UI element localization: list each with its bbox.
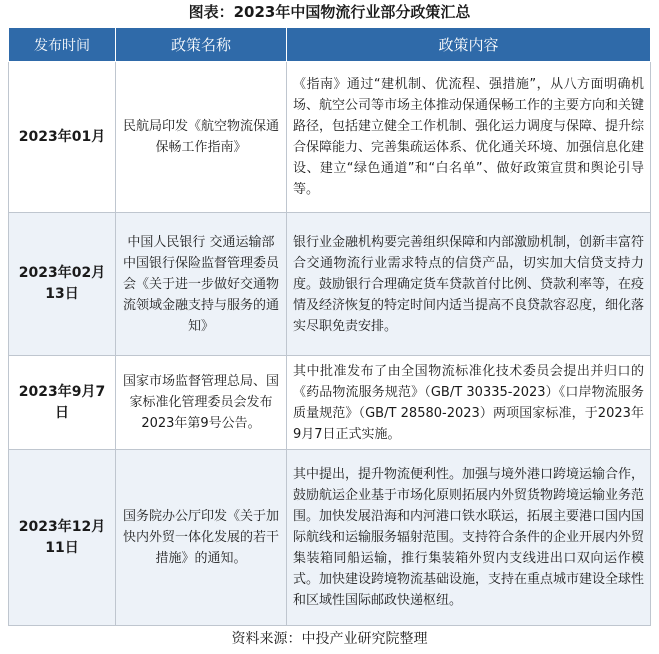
row-policy-name: 民航局印发《航空物流保通保畅工作指南》 — [116, 62, 287, 213]
header-date: 发布时间 — [9, 28, 116, 62]
row-date: 2023年9月7日 — [9, 356, 116, 450]
table-header-row — [9, 28, 651, 62]
row-policy-name: 国家市场监督管理总局、国家标准化管理委员会发布2023年第9号公告。 — [116, 356, 287, 450]
chart-title: 图表：2023年中国物流行业部分政策汇总 — [188, 3, 471, 21]
table-row — [9, 356, 651, 450]
row-policy-name: 中国人民银行 交通运输部 中国银行保险监督管理委员会《关于进一步做好交通物流领域金融支持与服务的通知》 — [116, 213, 287, 356]
table-row — [9, 213, 651, 356]
table-row — [9, 62, 651, 213]
row-policy-content: 其中批准发布了由全国物流标准化技术委员会提出并归口的《药品物流服务规范》（GB/T 30335-2023）《口岸物流服务质量规范》（GB/T 28580-2023）两项国家标准，于2023年9月7日正式实施。 — [287, 356, 651, 450]
table-row — [9, 450, 651, 626]
row-policy-content: 《指南》通过“建机制、优流程、强措施”，从八方面明确机场、航空公司等市场主体推动保通保畅工作的主要方向和关键路径，包括建立健全工作机制、强化运力调度与保障、提升综合保障能力、完善集疏运体系、优化通关环境、加强信息化建设、建立“绿色通道”和“白名单”、做好政策宣贯和舆论引导等。 — [287, 62, 651, 213]
row-date: 2023年02月13日 — [9, 213, 116, 356]
row-date: 2023年12月11日 — [9, 450, 116, 626]
row-date: 2023年01月 — [9, 62, 116, 213]
row-policy-name: 国务院办公厅印发《关于加快内外贸一体化发展的若干措施》的通知。 — [116, 450, 287, 626]
row-policy-content: 其中提出，提升物流便利性。加强与境外港口跨境运输合作，鼓励航运企业基于市场化原则拓展内外贸货物跨境运输业务范围。加快发展沿海和内河港口铁水联运，拓展主要港口国内国际航线和运输服务辐射范围。支持符合条件的企业开展内外贸集装箱同船运输，推行集装箱外贸内支线进出口双向运作模式。加快建设跨境物流基础设施，支持在重点城市建设全球性和区域性国际邮政快递枢纽。 — [287, 450, 651, 626]
source-note: 资料来源：中投产业研究院整理 — [231, 631, 428, 647]
policy-table — [8, 27, 651, 626]
header-policy-name: 政策名称 — [116, 28, 287, 62]
row-policy-content: 银行业金融机构要完善组织保障和内部激励机制，创新丰富符合交通物流行业需求特点的信贷产品，切实加大信贷支持力度。鼓励银行合理确定货车贷款首付比例、贷款利率等，在疫情及经济恢复的特定时间内适当提高不良贷款容忍度，细化落实尽职免责安排。 — [287, 213, 651, 356]
header-policy-content: 政策内容 — [287, 28, 651, 62]
